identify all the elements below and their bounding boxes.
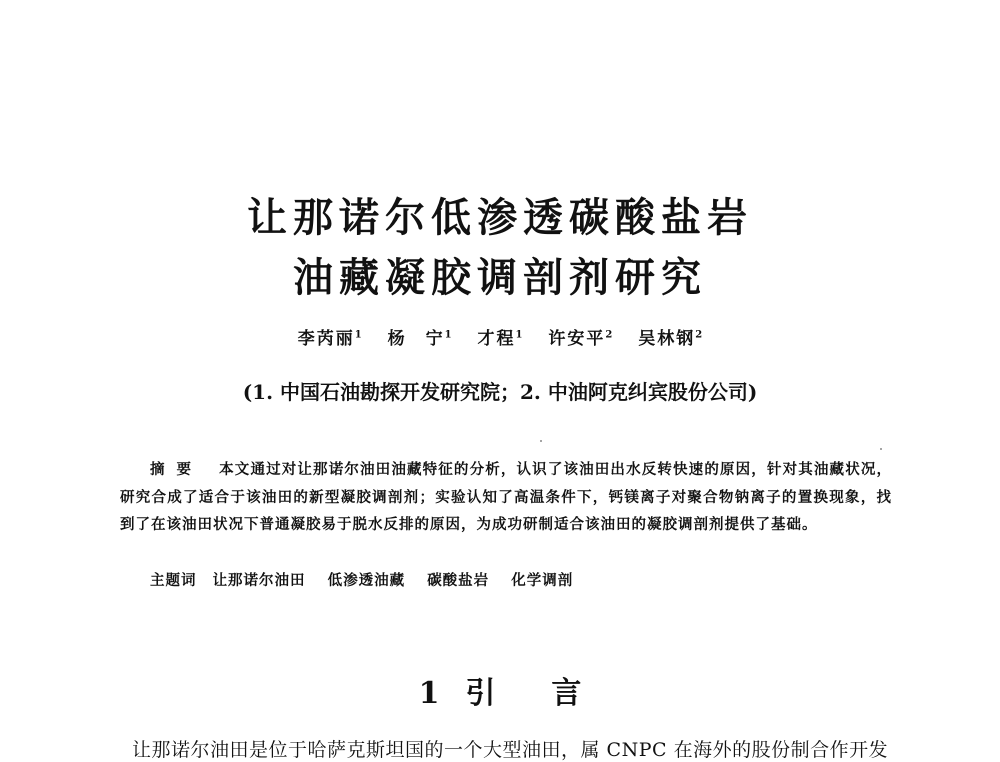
author-name: 李芮丽	[297, 329, 355, 349]
section-heading	[0, 668, 1000, 712]
author	[388, 329, 452, 349]
keywords-block	[150, 569, 890, 590]
author-affiliation-mark: 2	[605, 329, 613, 341]
author-affiliation-mark: 1	[515, 329, 523, 341]
paper-title-line-2: 油藏凝胶调剖剂研究	[293, 254, 707, 301]
paper-title-line-1: 让那诺尔低渗透碳酸盐岩	[247, 194, 753, 241]
author	[478, 329, 523, 349]
section-number: 1	[418, 676, 440, 711]
body-paragraph-line: 让那诺尔油田是位于哈萨克斯坦国的一个大型油田，属 CNPC 在海外的股份制合作开发	[132, 739, 889, 761]
abstract-text: 本文通过对让那诺尔油田油藏特征的分析，认识了该油田出水反转快速的原因，针对其油藏状况，研究合成了适合于该油田的新型凝胶调剖剂；实验认知了高温条件下，钙镁离子对聚合物钠离子的置换现象，找到了在该油田状况下普通凝胶易于脱水反排的原因，为成功研制适合该油田的凝胶调剖剂提供了基础。	[120, 461, 892, 533]
keyword: 低渗透油藏	[327, 572, 406, 589]
author-name: 杨 宁	[387, 329, 445, 349]
keywords-label: 主题词	[150, 573, 197, 589]
abstract-block	[120, 456, 892, 538]
author	[548, 329, 612, 349]
author-name: 才程	[477, 329, 516, 349]
author-name: 许安平	[548, 329, 606, 349]
author	[298, 329, 362, 349]
affiliation-line: (1. 中国石油勘探开发研究院；2. 中油阿克纠宾股份公司)	[242, 380, 758, 404]
abstract-label: 摘要	[150, 462, 203, 478]
author-name: 吴林钢	[638, 329, 696, 349]
scan-speck	[880, 448, 882, 450]
keyword: 让那诺尔油田	[212, 572, 306, 589]
author-list	[0, 324, 1000, 349]
author-affiliation-mark: 1	[444, 329, 452, 341]
keyword: 化学调剖	[511, 572, 574, 589]
keyword: 碳酸盐岩	[427, 572, 490, 589]
author-affiliation-mark: 1	[354, 329, 362, 341]
author-affiliation-mark: 2	[695, 329, 703, 341]
scan-speck	[540, 440, 542, 442]
section-title: 引言	[465, 676, 638, 711]
author	[638, 329, 702, 349]
